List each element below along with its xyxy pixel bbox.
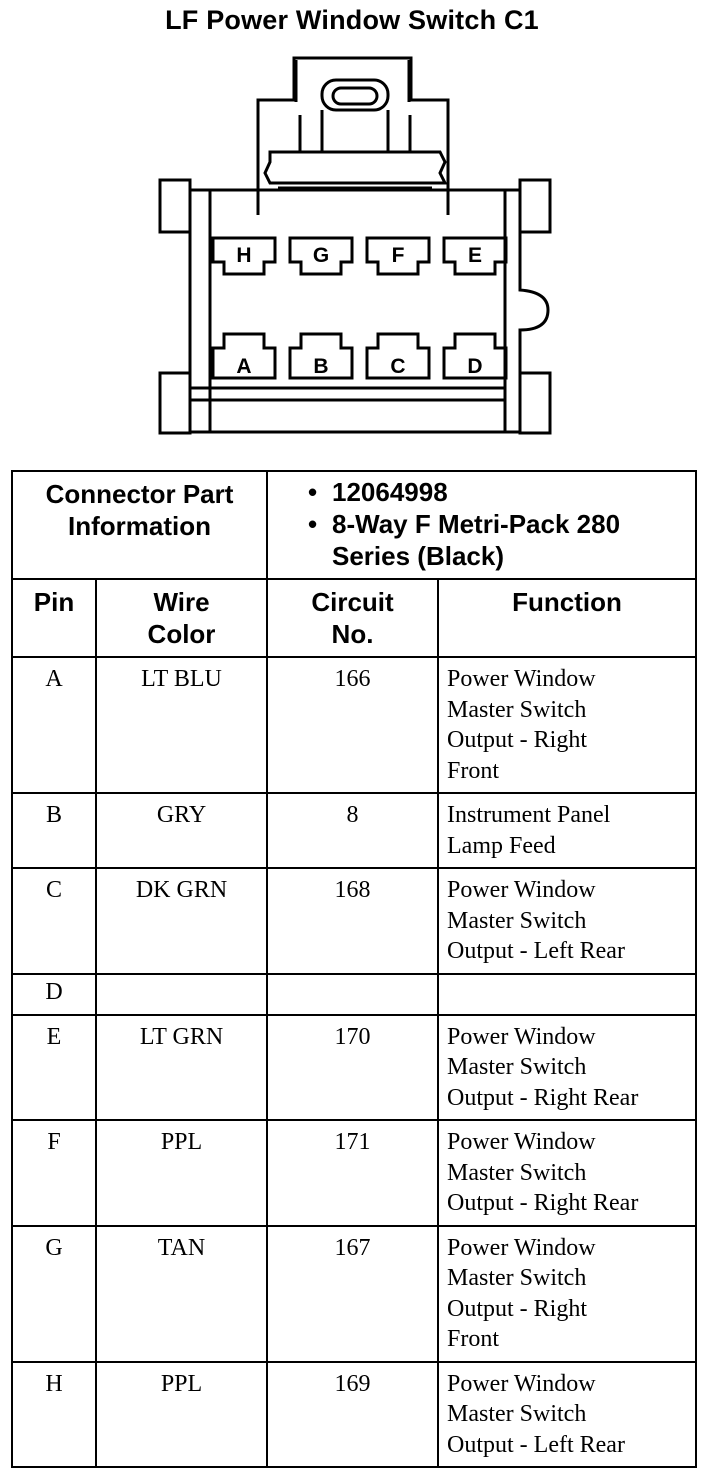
table-row-pin-c — [12, 868, 696, 974]
circuit-cell: 169 — [267, 1362, 438, 1468]
table-row-pin-f — [12, 1120, 696, 1226]
wire-color-cell — [96, 974, 267, 1015]
part-info-values — [267, 471, 696, 579]
table-row-pin-a — [12, 657, 696, 793]
column-header-function: Function — [438, 579, 696, 657]
cavity-A — [213, 334, 275, 378]
cavity-label-B: B — [313, 355, 329, 378]
column-header-circuit-line2: No. — [331, 619, 374, 649]
function-cell — [438, 1226, 696, 1362]
function-line: Output - Left Rear — [447, 938, 625, 964]
function-line: Instrument Panel — [447, 802, 611, 828]
function-line: Master Switch — [447, 1401, 587, 1427]
circuit-cell: 8 — [267, 793, 438, 868]
wire-color-cell: DK GRN — [96, 868, 267, 974]
wire-color-cell: PPL — [96, 1362, 267, 1468]
pin-cell: E — [12, 1015, 96, 1121]
page-title: LF Power Window Switch C1 — [165, 5, 539, 35]
function-line: Output - Right Rear — [447, 1190, 639, 1216]
function-line: Power Window — [447, 1023, 596, 1050]
function-line: Power Window — [447, 1129, 596, 1155]
table-row-pin-b — [12, 793, 696, 868]
table-row-pin-h — [12, 1362, 696, 1468]
function-line: Lamp Feed — [447, 832, 556, 859]
bullet-icon: • — [308, 477, 318, 507]
column-header-wire-color-line1: Wire — [153, 587, 210, 617]
connector-face-diagram — [0, 40, 704, 440]
pin-cell: F — [12, 1120, 96, 1226]
function-cell — [438, 1015, 696, 1121]
wire-color-cell: LT GRN — [96, 1015, 267, 1121]
function-line: Master Switch — [447, 1159, 587, 1186]
cavity-label-F: F — [391, 244, 405, 267]
column-header-wire-color — [96, 579, 267, 657]
pin-cell: G — [12, 1226, 96, 1362]
pin-cell: C — [12, 868, 96, 974]
function-line: Front — [447, 757, 500, 784]
function-line: Power Window — [447, 877, 596, 903]
wire-color-cell: PPL — [96, 1120, 267, 1226]
cavity-E — [444, 238, 506, 274]
function-line: Output - Right — [447, 727, 588, 753]
cavity-label-D: D — [467, 355, 483, 378]
part-info-label-line1: Connector Part — [45, 479, 234, 509]
pin-cell: B — [12, 793, 96, 868]
function-cell — [438, 868, 696, 974]
table-row-pin-g — [12, 1226, 696, 1362]
circuit-cell — [267, 974, 438, 1015]
cavity-label-C: C — [390, 355, 406, 378]
circuit-cell: 167 — [267, 1226, 438, 1362]
pin-cell: H — [12, 1362, 96, 1468]
cavity-G — [290, 238, 352, 274]
pin-cell: A — [12, 657, 96, 793]
function-cell — [438, 793, 696, 868]
function-line: Output - Right — [447, 1295, 588, 1322]
function-cell — [438, 1120, 696, 1226]
column-header-circuit-no — [267, 579, 438, 657]
function-line: Front — [447, 1326, 500, 1352]
function-line: Master Switch — [447, 696, 587, 723]
part-info-row — [12, 471, 696, 579]
column-header-circuit-line1: Circuit — [311, 587, 394, 617]
part-description-line2: Series (Black) — [332, 541, 504, 571]
function-line: Power Window — [447, 666, 596, 692]
cavity-C — [367, 334, 429, 378]
function-cell — [438, 657, 696, 793]
circuit-cell: 171 — [267, 1120, 438, 1226]
part-info-label — [12, 471, 267, 579]
pinout-table — [11, 470, 697, 1468]
part-number: 12064998 — [332, 477, 448, 507]
function-line: Output - Left Rear — [447, 1431, 625, 1458]
cavity-H — [213, 238, 275, 274]
circuit-cell: 168 — [267, 868, 438, 974]
cavity-label-A: A — [236, 355, 252, 378]
circuit-cell: 170 — [267, 1015, 438, 1121]
table-row-pin-d — [12, 974, 696, 1015]
part-info-label-line2: Information — [68, 511, 211, 541]
column-header-pin: Pin — [12, 579, 96, 657]
column-header-wire-color-line2: Color — [147, 619, 216, 649]
cavity-F — [367, 238, 429, 274]
cavity-D — [444, 334, 506, 378]
function-line: Power Window — [447, 1234, 596, 1261]
wire-color-cell: LT BLU — [96, 657, 267, 793]
function-line: Power Window — [447, 1370, 596, 1397]
pin-cell: D — [12, 974, 96, 1015]
function-line: Output - Right Rear — [447, 1084, 639, 1111]
circuit-cell: 166 — [267, 657, 438, 793]
wire-color-cell: TAN — [96, 1226, 267, 1362]
table-row-pin-e — [12, 1015, 696, 1121]
cavity-label-G: G — [312, 244, 330, 267]
bullet-icon: • — [308, 509, 318, 539]
function-cell — [438, 1362, 696, 1468]
wire-color-cell: GRY — [96, 793, 267, 868]
cavity-B — [290, 334, 352, 378]
function-line: Master Switch — [447, 1265, 587, 1291]
cavity-label-E: E — [467, 244, 483, 267]
function-cell — [438, 974, 696, 1015]
function-line: Master Switch — [447, 907, 587, 934]
column-header-row — [12, 579, 696, 657]
cavity-label-H: H — [236, 244, 252, 267]
part-description-line1: 8-Way F Metri-Pack 280 — [332, 509, 621, 539]
function-line: Master Switch — [447, 1054, 587, 1080]
